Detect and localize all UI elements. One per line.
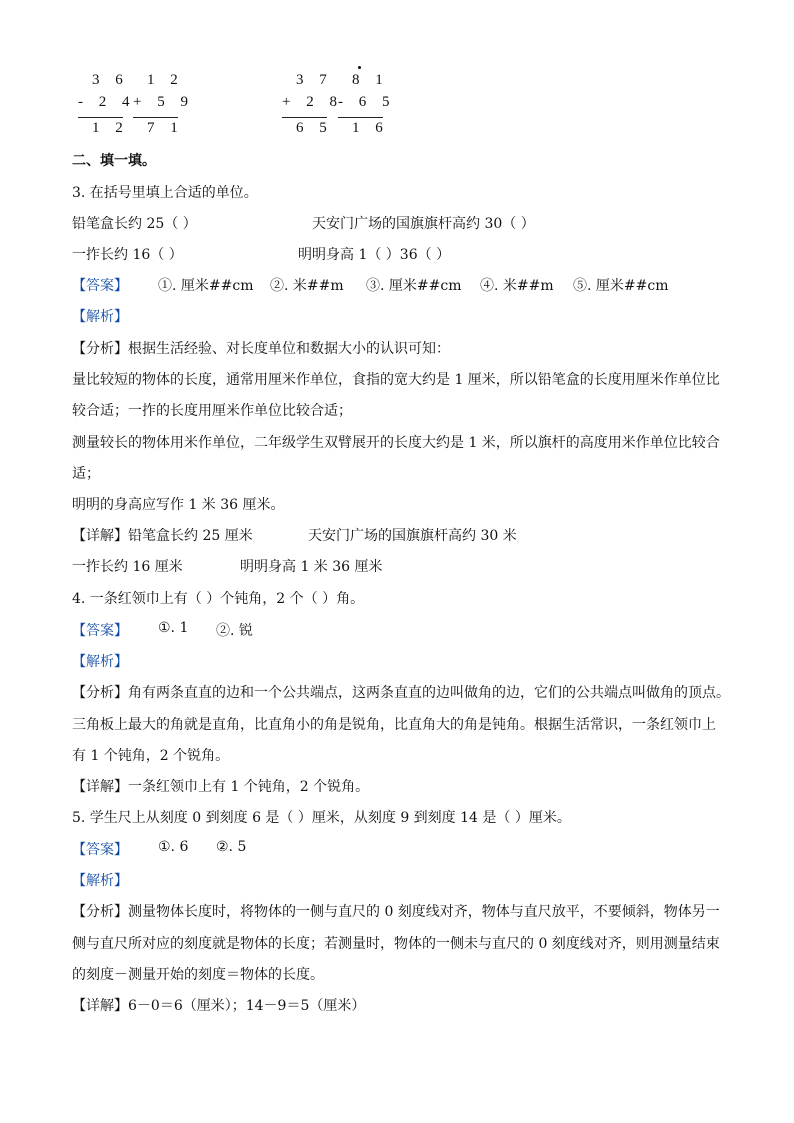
q3-line2-a: 一拃长约 16（ ） bbox=[72, 247, 183, 263]
q5-jiexi-label: 【解析】 bbox=[72, 873, 128, 889]
q3-answer-4: ④. 米##m bbox=[480, 278, 554, 294]
q3-analysis-1: 【分析】根据生活经验、对长度单位和数据大小的认识可知： bbox=[72, 341, 450, 357]
q4-analysis-1: 【分析】角有两条直直的边和一个公共端点，这两条直直的边叫做角的边，它们的公共端点叫做角的顶点。 bbox=[72, 685, 730, 701]
q3-answer-3: ③. 厘米##cm bbox=[366, 278, 462, 294]
calc-line bbox=[338, 117, 383, 118]
q3-answer-2: ②. 米##m bbox=[270, 278, 344, 294]
q3-detail-1b: 天安门广场的国旗旗杆高约 30 米 bbox=[308, 528, 517, 544]
q3-line2-b: 明明身高 1（ ）36（ ） bbox=[298, 247, 451, 263]
section-title: 二、填一填。 bbox=[72, 153, 156, 169]
q4-question: 4. 一条红领巾上有（ ）个钝角，2 个（ ）角。 bbox=[72, 591, 365, 607]
q5-analysis-2: 侧与直尺所对应的刻度就是物体的长度；若测量时，物体的一侧未与直尺的 0 刻度线对齐，则用测量结束 bbox=[72, 936, 720, 952]
q3-analysis-5: 适； bbox=[72, 466, 100, 482]
q4-answer-label: 【答案】 bbox=[72, 623, 128, 639]
calc-result: 6 5 bbox=[296, 120, 333, 136]
q5-answer-label: 【答案】 bbox=[72, 842, 128, 858]
q3-line1-a: 铅笔盒长约 25（ ） bbox=[72, 216, 197, 232]
q4-jiexi-label: 【解析】 bbox=[72, 654, 128, 670]
calc-top: 8 1 bbox=[352, 72, 389, 88]
q3-analysis-6: 明明的身高应写作 1 米 36 厘米。 bbox=[72, 497, 285, 513]
calc-result: 1 2 bbox=[92, 120, 129, 136]
q3-answer-5: ⑤. 厘米##cm bbox=[573, 278, 669, 294]
calc-top: 3 6 bbox=[92, 72, 129, 88]
q5-analysis-3: 的刻度－测量开始的刻度＝物体的长度。 bbox=[72, 967, 324, 983]
q4-analysis-2: 三角板上最大的角就是直角，比直角小的角是锐角，比直角大的角是钝角。根据生活常识，一条红领巾上 bbox=[72, 717, 716, 733]
calc-bottom: + 2 8 bbox=[282, 94, 343, 110]
q3-answer-label: 【答案】 bbox=[72, 278, 128, 294]
q3-detail-2b: 明明身高 1 米 36 厘米 bbox=[240, 559, 383, 575]
q3-analysis-3: 较合适；一拃的长度用厘米作单位比较合适； bbox=[72, 403, 352, 419]
calc-line bbox=[78, 117, 123, 118]
calc-line bbox=[133, 117, 178, 118]
calc-bottom: + 5 9 bbox=[133, 94, 194, 110]
q4-answer-2: ②. 锐 bbox=[216, 623, 253, 639]
q5-answer-2: ②. 5 bbox=[216, 839, 247, 855]
calc-top: 1 2 bbox=[147, 72, 184, 88]
carry-dot bbox=[358, 66, 361, 69]
q4-analysis-3: 有 1 个钝角，2 个锐角。 bbox=[72, 748, 230, 764]
q4-detail: 【详解】一条红领巾上有 1 个钝角，2 个锐角。 bbox=[72, 779, 370, 795]
calc-bottom: - 2 4 bbox=[78, 94, 136, 110]
calc-bottom: - 6 5 bbox=[338, 94, 396, 110]
q3-jiexi-label: 【解析】 bbox=[72, 309, 128, 325]
q3-detail-1a: 【详解】铅笔盒长约 25 厘米 bbox=[72, 528, 253, 544]
q3-answer-1: ①. 厘米##cm bbox=[158, 278, 254, 294]
calc-top: 3 7 bbox=[296, 72, 333, 88]
q3-analysis-2: 量比较短的物体的长度，通常用厘米作单位，食指的宽大约是 1 厘米，所以铅笔盒的长度用厘米作单位比 bbox=[72, 372, 720, 388]
q3-analysis-4: 测量较长的物体用米作单位，二年级学生双臂展开的长度大约是 1 米，所以旗杆的高度用米作单位比较合 bbox=[72, 435, 720, 451]
q5-question: 5. 学生尺上从刻度 0 到刻度 6 是（ ）厘米，从刻度 9 到刻度 14 是（ ）厘米。 bbox=[72, 810, 571, 826]
q5-answer-1: ①. 6 bbox=[158, 839, 189, 855]
q3-detail-2a: 一拃长约 16 厘米 bbox=[72, 559, 183, 575]
q5-analysis-1: 【分析】测量物体长度时，将物体的一侧与直尺的 0 刻度线对齐，物体与直尺放平，不要倾斜，物体另一 bbox=[72, 904, 720, 920]
q3-question: 3. 在括号里填上合适的单位。 bbox=[72, 185, 258, 201]
calc-result: 7 1 bbox=[147, 120, 184, 136]
q5-detail: 【详解】6－0＝6（厘米）；14－9＝5（厘米） bbox=[72, 998, 366, 1014]
q4-answer-1: ①. 1 bbox=[158, 620, 189, 636]
calc-result: 1 6 bbox=[352, 120, 389, 136]
calc-line bbox=[282, 117, 327, 118]
q3-line1-b: 天安门广场的国旗旗杆高约 30（ ） bbox=[312, 216, 535, 232]
